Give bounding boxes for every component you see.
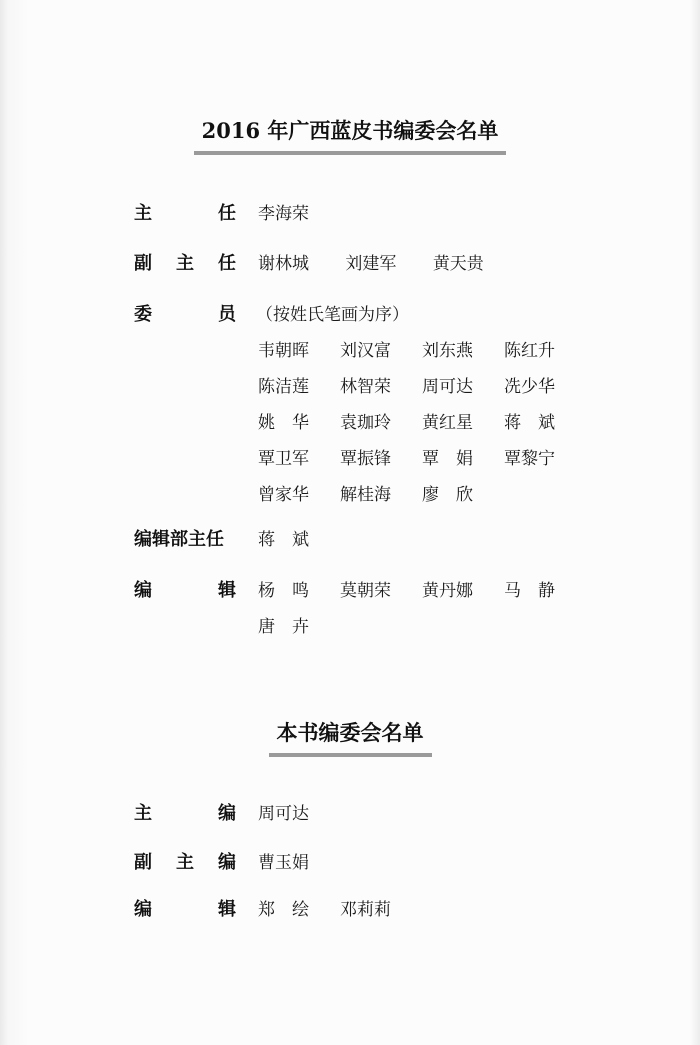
person-name: 曾家华 [258,485,309,505]
person-name: 杨 鸣 [258,581,309,601]
person-name: 刘汉富 [340,341,391,361]
label-book-editors: 编 辑 [134,899,236,920]
section2-title: 本书编委会名单 [269,717,432,757]
person-name: 陈洁莲 [258,377,309,397]
names-deputy-chief-editor [258,845,618,881]
names-deputy-director [258,246,618,282]
names-book-editors [258,892,618,928]
person-name: 覃卫军 [258,449,309,469]
person-name: 郑 绘 [258,900,309,920]
members-line [258,333,618,369]
person-name: 覃振锋 [340,449,391,469]
label-director: 主 任 [134,203,236,224]
person-name: 陈红升 [504,341,555,361]
editors-line [258,573,618,609]
section1-title: 2016 年广西蓝皮书编委会名单 [194,115,507,155]
names-editorial-director [258,522,618,558]
members-line [258,477,618,513]
names-members [258,297,618,513]
label-editors: 编 辑 [134,580,236,601]
person-name: 解桂海 [340,485,391,505]
person-name: 周可达 [422,377,473,397]
label-editorial-director: 编辑部主任 [134,529,224,550]
label-members: 委 员 [134,304,236,325]
person-name: 刘建军 [345,254,397,274]
person-name: 马 静 [504,581,555,601]
label-deputy-chief-editor: 副 主 编 [134,852,236,873]
names-chief-editor [258,796,618,832]
label-chief-editor: 主 编 [134,803,236,824]
person-name: 覃黎宁 [504,449,555,469]
person-name: 廖 欣 [422,485,473,505]
person-name: 莫朝荣 [340,581,391,601]
section1-title-wrap [0,115,700,155]
editors-line [258,609,618,645]
names-director [258,196,618,232]
person-name: 曹玉娟 [258,853,309,873]
person-name: 冼少华 [504,377,555,397]
person-name: 蒋 斌 [504,413,555,433]
members-order-note: （按姓氏笔画为序） [256,305,409,325]
person-name: 黄天贵 [432,254,484,274]
names-editors [258,573,618,645]
person-name: 周可达 [258,804,309,824]
members-line [258,405,618,441]
person-name: 姚 华 [258,413,309,433]
person-name: 林智荣 [340,377,391,397]
person-name: 袁珈玲 [340,413,391,433]
person-name: 蒋 斌 [258,530,309,550]
person-name: 李海荣 [258,204,309,224]
person-name: 黄红星 [422,413,473,433]
label-deputy-director: 副 主 任 [134,253,236,274]
person-name: 谢林城 [258,254,309,274]
person-name: 刘东燕 [422,341,473,361]
members-line [258,369,618,405]
person-name: 韦朝晖 [258,341,309,361]
person-name: 唐 卉 [258,617,309,637]
members-line [258,441,618,477]
person-name: 黄丹娜 [422,581,473,601]
person-name: 邓莉莉 [340,900,391,920]
person-name: 覃 娟 [422,449,473,469]
section2-title-wrap [0,717,700,757]
